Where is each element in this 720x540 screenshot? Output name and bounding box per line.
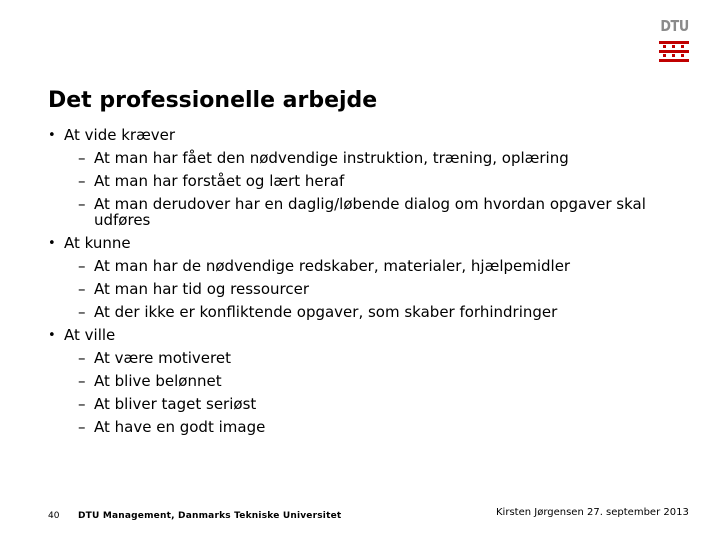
bullet-at-ville	[46, 324, 686, 347]
page-number: 40	[48, 511, 60, 521]
footer-author-date: Kirsten Jørgensen 27. september 2013	[496, 507, 689, 518]
sub-bullet-text: At der ikke er konfliktende opgaver, som skaber forhindringer	[94, 303, 558, 321]
sub-bullet: – At bliver taget seriøst	[78, 395, 257, 413]
sub-bullet: – At man har tid og ressourcer	[78, 280, 310, 298]
bullet-text: At kunne	[64, 234, 131, 252]
sub-bullet-text: At man har forstået og lært heraf	[94, 172, 345, 190]
logo-text: DTU	[660, 17, 689, 35]
dtu-logo	[658, 18, 690, 66]
bullet-at-kunne	[46, 232, 686, 255]
bullet-text: At ville	[64, 326, 116, 344]
sub-bullet-text: At man derudover har en daglig/løbende dialog om hvordan opgaver skal udføres	[94, 195, 646, 229]
sub-bullet-text: At bliver taget seriøst	[94, 395, 257, 413]
sub-bullet: – At blive belønnet	[78, 372, 222, 390]
bullet-dot: •	[48, 236, 56, 251]
bullet-text: At vide kræver	[64, 126, 176, 144]
sub-bullet: – At have en godt image	[78, 418, 266, 436]
bullet-dot: •	[48, 328, 56, 343]
logo-bars-icon	[659, 40, 689, 64]
sub-bullet-text: At have en godt image	[94, 418, 266, 436]
sub-bullet: – At der ikke er konfliktende opgaver, som skaber forhindringer	[78, 303, 558, 321]
sub-bullet-text: At man har de nødvendige redskaber, materialer, hjælpemidler	[94, 257, 571, 275]
sub-bullet: – At man har de nødvendige redskaber, materialer, hjælpemidler	[78, 257, 571, 275]
sub-bullet: – At man har forstået og lært heraf	[78, 172, 345, 190]
slide-content	[46, 124, 686, 439]
sub-bullet-text: At man har tid og ressourcer	[94, 280, 310, 298]
sub-bullet: – At man har fået den nødvendige instruktion, træning, oplæring	[78, 149, 569, 167]
bullet-at-vide	[46, 124, 686, 147]
slide-title: Det professionelle arbejde	[48, 88, 378, 113]
sub-bullet: – At man derudover har en daglig/løbende dialog om hvordan opgaver skal udføres	[78, 195, 646, 229]
footer-organization: DTU Management, Danmarks Tekniske Universitet	[78, 511, 342, 521]
sub-bullet: – At være motiveret	[78, 349, 231, 367]
bullet-dot: •	[48, 128, 56, 143]
sub-bullet-text: At blive belønnet	[94, 372, 222, 390]
sub-bullet-text: At man har fået den nødvendige instruktion, træning, oplæring	[94, 149, 569, 167]
sub-bullet-text: At være motiveret	[94, 349, 231, 367]
